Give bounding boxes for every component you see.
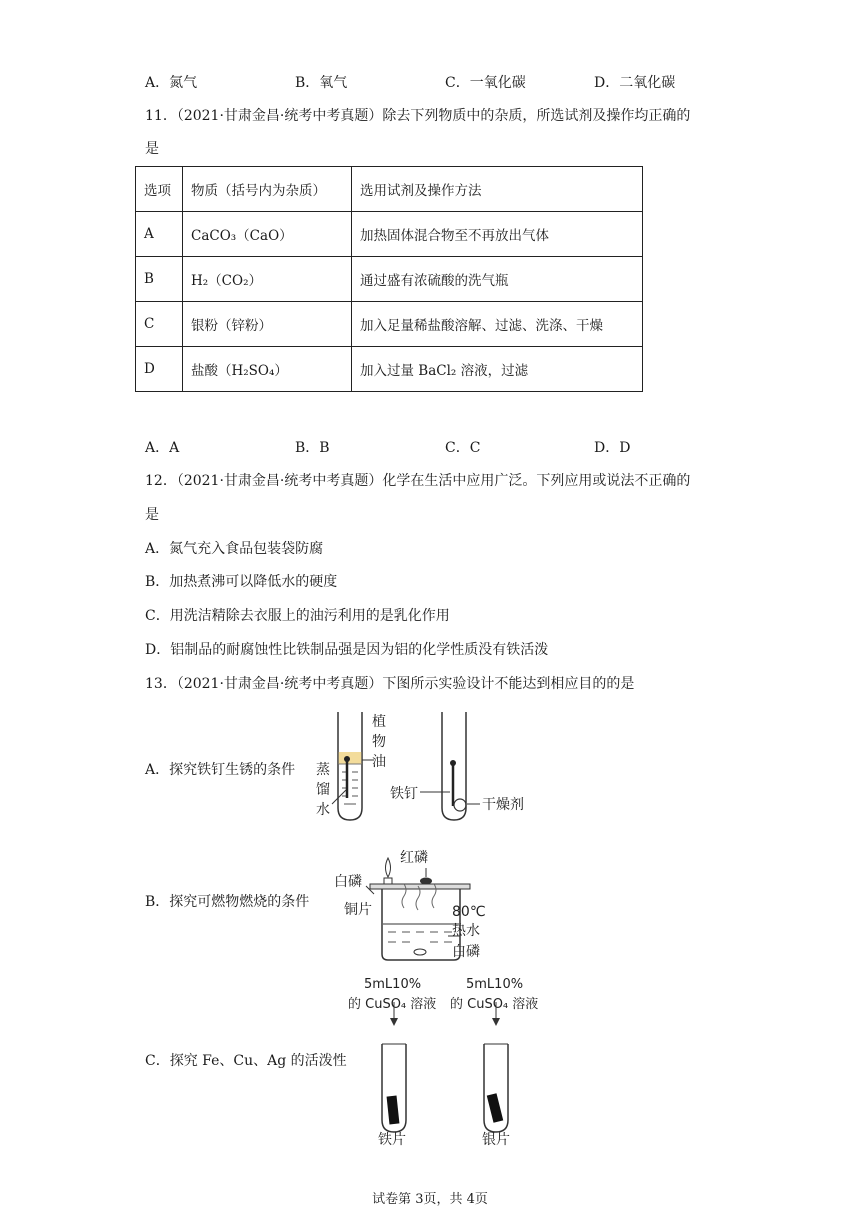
table-cell-substance: H₂（CO₂） <box>183 257 352 302</box>
table-row <box>136 347 643 392</box>
label-silver-sheet: 银片 <box>482 1132 510 1146</box>
q12-option-a: A．氮气充入食品包装袋防腐 <box>145 541 324 557</box>
table-cell-method: 加入足量稀盐酸溶解、过滤、洗涤、干燥 <box>352 302 643 347</box>
q12-stem: 12．（2021·甘肃金昌·统考中考真题）化学在生活中应用广泛。下列应用或说法不正确的 <box>145 473 691 489</box>
q11-option-d: D．D <box>594 440 631 456</box>
q11-option-a: A．A <box>145 440 180 456</box>
table-cell-method: 加热固体混合物至不再放出气体 <box>352 212 643 257</box>
label-hot-water: 热水 <box>452 923 480 939</box>
label-white-phosphorus-top: 白磷 <box>334 874 362 890</box>
table-row <box>136 302 643 347</box>
q13-option-a: A．探究铁钉生锈的条件 <box>145 762 296 778</box>
metal-activity-figure <box>340 972 570 1146</box>
q13-option-c: C．探究 Fe、Cu、Ag 的活泼性 <box>145 1053 347 1069</box>
table-cell-substance: 盐酸（H₂SO₄） <box>183 347 352 392</box>
q12-option-b: B．加热煮沸可以降低水的硬度 <box>145 574 338 590</box>
q11-stem: 11．（2021·甘肃金昌·统考中考真题）除去下列物质中的杂质，所选试剂及操作均正确的 <box>145 108 691 124</box>
q11-option-c: C．C <box>445 440 481 456</box>
q11-table <box>135 166 643 392</box>
label-white-phosphorus-bottom: 白磷 <box>452 944 480 960</box>
q11-stem-cont: 是 <box>145 141 159 157</box>
table-cell-substance: 银粉（锌粉） <box>183 302 352 347</box>
label-red-phosphorus: 红磷 <box>400 850 428 866</box>
table-header-cell: 选用试剂及操作方法 <box>352 167 643 212</box>
label-temperature: 80℃ <box>452 904 486 920</box>
label-distilled-water-3: 水 <box>316 802 330 818</box>
label-vegetable-oil-1: 植 <box>372 714 386 730</box>
q12-option-d: D．铝制品的耐腐蚀性比铁制品强是因为铝的化学性质没有铁活泼 <box>145 642 549 658</box>
label-copper-sheet: 铜片 <box>344 902 372 918</box>
table-row <box>136 257 643 302</box>
label-right-volume: 5mL10% <box>466 977 524 992</box>
q10-option-c: C．一氧化碳 <box>445 75 526 91</box>
label-distilled-water-1: 蒸 <box>316 762 330 778</box>
q12-stem-cont: 是 <box>145 507 159 523</box>
table-header-cell: 物质（括号内为杂质） <box>183 167 352 212</box>
q10-option-d: D．二氧化碳 <box>594 75 676 91</box>
q12-option-c: C．用洗洁精除去衣服上的油污利用的是乳化作用 <box>145 608 450 624</box>
table-header-row <box>136 167 643 212</box>
table-cell-option: A <box>136 212 183 257</box>
label-left-solution: 的 CuSO₄ 溶液 <box>348 997 437 1012</box>
table-header-cell: 选项 <box>136 167 183 212</box>
label-desiccant: 干燥剂 <box>482 797 524 813</box>
q13-option-b: B．探究可燃物燃烧的条件 <box>145 894 310 910</box>
rusting-experiment-figure <box>310 708 540 826</box>
label-left-volume: 5mL10% <box>364 977 422 992</box>
table-cell-substance: CaCO₃（CaO） <box>183 212 352 257</box>
q13-stem: 13．（2021·甘肃金昌·统考中考真题）下图所示实验设计不能达到相应目的的是 <box>145 676 635 692</box>
table-cell-option: B <box>136 257 183 302</box>
table-cell-method: 加入过量 BaCl₂ 溶液，过滤 <box>352 347 643 392</box>
q10-option-a: A．氮气 <box>145 75 198 91</box>
label-vegetable-oil-2: 物 <box>372 734 386 750</box>
table-cell-method: 通过盛有浓硫酸的洗气瓶 <box>352 257 643 302</box>
q10-option-b: B．氧气 <box>295 75 348 91</box>
combustion-experiment-figure <box>330 844 510 966</box>
label-iron-sheet: 铁片 <box>378 1132 406 1146</box>
table-cell-option: C <box>136 302 183 347</box>
page-footer: 试卷第 3页，共 4页 <box>372 1192 488 1207</box>
table-row <box>136 212 643 257</box>
label-vegetable-oil-3: 油 <box>372 754 386 770</box>
q11-option-b: B．B <box>295 440 330 456</box>
label-distilled-water-2: 馏 <box>316 782 330 798</box>
table-cell-option: D <box>136 347 183 392</box>
label-iron-nail: 铁钉 <box>390 786 418 802</box>
label-right-solution: 的 CuSO₄ 溶液 <box>450 997 539 1012</box>
